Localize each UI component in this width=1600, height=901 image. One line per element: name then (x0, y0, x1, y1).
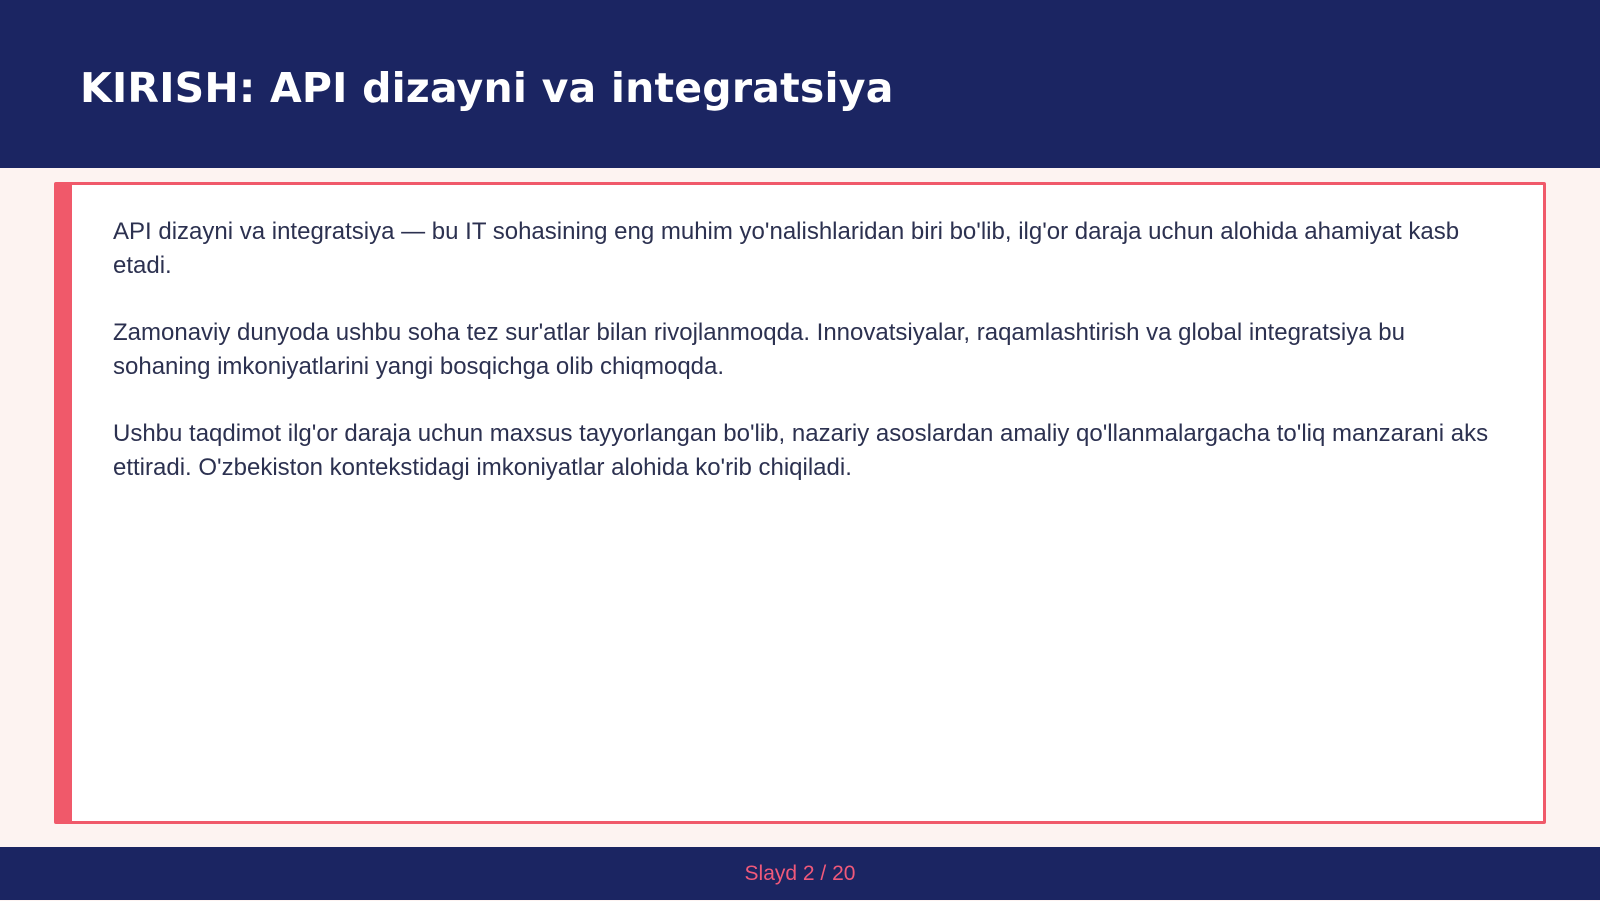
content-card (54, 182, 1546, 824)
slide-footer (0, 847, 1600, 900)
slide-counter: Slayd 2 / 20 (744, 862, 856, 885)
slide-header (0, 0, 1600, 168)
paragraph-modern-world: Zamonaviy dunyoda ushbu soha tez sur'atlar bilan rivojlanmoqda. Innovatsiyalar, raqamlashtirish va global integratsiya bu sohaning imkoniyatlarini yangi bosqichga olib chiqmoqda. (113, 319, 1405, 380)
slide-title: KIRISH: API dizayni va integratsiya (80, 64, 894, 112)
content-body (113, 215, 1503, 518)
paragraph-presentation-scope: Ushbu taqdimot ilg'or daraja uchun maxsus tayyorlangan bo'lib, nazariy asoslardan amaliy qo'llanmalargacha to'liq manzarani aks ettiradi. O'zbekiston kontekstidagi imkoniyatlar alohida ko'rib chiqiladi. (113, 420, 1489, 481)
paragraph-intro: API dizayni va integratsiya — bu IT sohasining eng muhim yo'nalishlaridan biri bo'lib, ilg'or daraja uchun alohida ahamiyat kasb etadi. (113, 218, 1460, 279)
